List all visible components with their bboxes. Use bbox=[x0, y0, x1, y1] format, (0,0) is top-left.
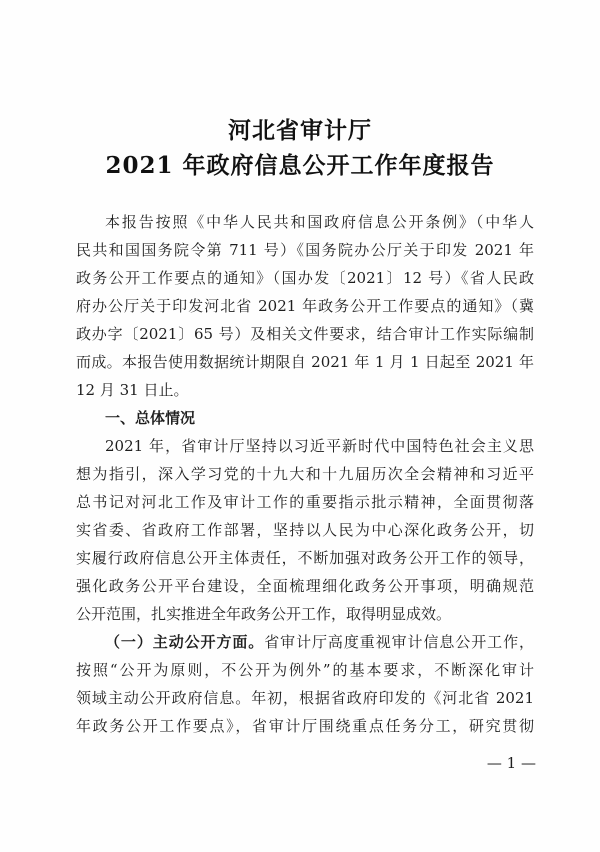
report-title-line-1: 河北省审计厅 bbox=[228, 117, 372, 144]
page-number: — 1 — bbox=[486, 754, 536, 772]
intro-line: 民共和国国务院令第 711 号）《国务院办公厅关于印发 2021 年 bbox=[76, 241, 534, 259]
section-line: 想为指引，深入学习党的十九大和十九届历次全会精神和习近平 bbox=[76, 465, 534, 483]
report-title-line-2: 2021 年政府信息公开工作年度报告 bbox=[105, 152, 495, 179]
intro-line: 本报告按照《中华人民共和国政府信息公开条例》（中华人 bbox=[105, 213, 534, 231]
subsection-heading: （一）主动公开方面。 bbox=[105, 633, 265, 651]
intro-line: 政务公开工作要点的通知》（国办发〔2021〕12 号）《省人民政 bbox=[76, 269, 534, 287]
subsection-line: 年政务公开工作要点》，省审计厅围绕重点任务分工，研究贯彻 bbox=[76, 717, 534, 735]
section-line: 实省委、省政府工作部署，坚持以人民为中心深化政务公开，切 bbox=[76, 521, 534, 539]
subsection-first-line bbox=[105, 632, 534, 652]
section-heading: 一、总体情况 bbox=[105, 409, 196, 427]
section-line: 公开范围，扎实推进全年政务公开工作，取得明显成效。 bbox=[76, 605, 452, 623]
section-line: 强化政务公开平台建设，全面梳理细化政务公开事项，明确规范 bbox=[76, 577, 534, 595]
intro-line: 12 月 31 日止。 bbox=[76, 381, 189, 399]
intro-line: 而成。本报告使用数据统计期限自 2021 年 1 月 1 日起至 2021 年 bbox=[76, 353, 534, 371]
subsection-line: 按照“公开为原则，不公开为例外”的基本要求，不断深化审计 bbox=[76, 661, 534, 679]
section-line: 总书记对河北工作及审计工作的重要指示批示精神，全面贯彻落 bbox=[76, 493, 534, 511]
intro-line: 政办字〔2021〕65 号）及相关文件要求，结合审计工作实际编制 bbox=[76, 325, 534, 343]
subsection-first-line-text: 省审计厅高度重视审计信息公开工作， bbox=[264, 633, 534, 651]
section-line: 2021 年，省审计厅坚持以习近平新时代中国特色社会主义思 bbox=[105, 437, 534, 455]
section-line: 实履行政府信息公开主体责任，不断加强对政务公开工作的领导， bbox=[76, 549, 534, 567]
subsection-line: 领域主动公开政府信息。年初，根据省政府印发的《河北省 2021 bbox=[76, 689, 534, 707]
intro-line: 府办公厅关于印发河北省 2021 年政务公开工作要点的通知》（冀 bbox=[76, 297, 534, 315]
